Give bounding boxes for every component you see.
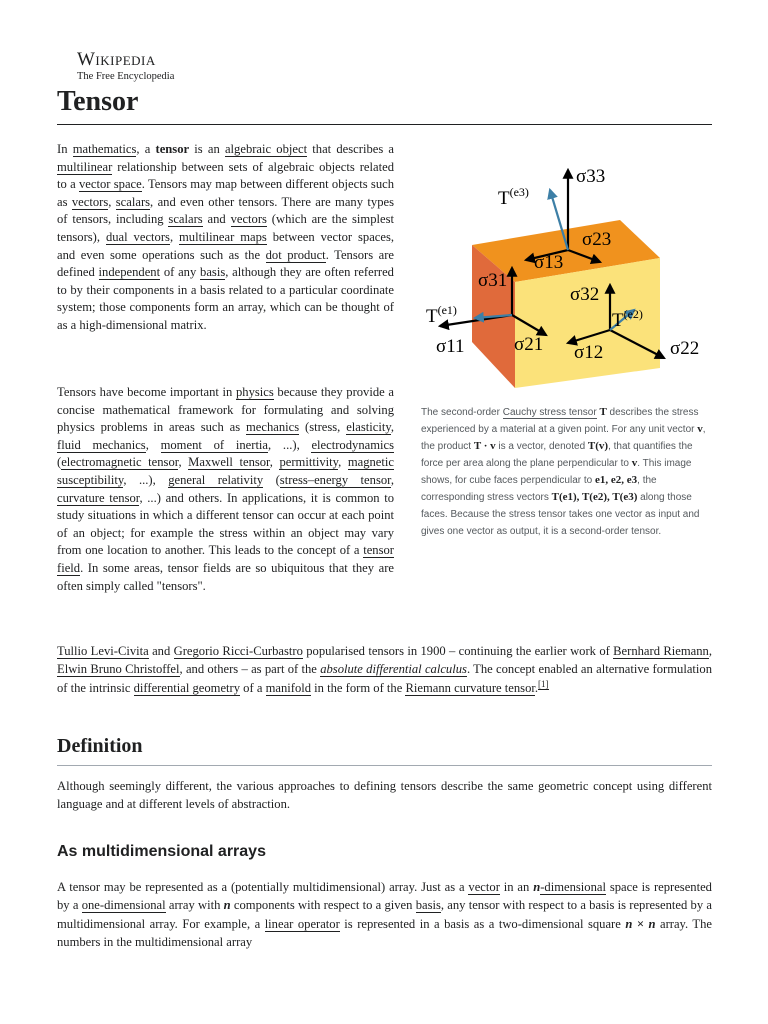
text: components with respect to a given [230,898,416,913]
text: and [148,644,174,658]
link-vectors-2[interactable]: vectors [230,212,267,227]
link-elwin-bruno-christoffel[interactable]: Elwin Bruno Christoffel [57,662,180,677]
text: , [390,472,394,487]
text: is an [189,142,225,156]
text: , the corresponding stress vectors [421,475,657,503]
text: of a [240,680,266,695]
text: in an [499,880,534,894]
section-divider [57,765,712,766]
link-mechanics[interactable]: mechanics [246,420,300,435]
link-multilinear-maps[interactable]: multilinear maps [179,229,267,244]
link-linear-operator[interactable]: linear operator [264,916,340,931]
text: , [338,455,348,470]
text: , [178,455,189,470]
wikipedia-logo[interactable] [77,50,174,83]
label-t-e2: T [612,310,624,331]
link-maxwell-tensor[interactable]: Maxwell tensor [188,455,270,470]
text: , [145,437,161,452]
link-curvature-tensor[interactable]: curvature tensor [57,490,140,505]
label-sigma-31: σ31 [478,270,508,291]
label-sigma-22: σ22 [670,338,700,359]
text: (which are the simplest tensors), [57,212,395,244]
link-mathematics[interactable]: mathematics [72,142,137,156]
link-scalars-2[interactable]: scalars [168,212,203,227]
text: , ...) and others. In applications, it is common to study situations in which a different tensor can occur at each point of an object; for example the stress within an object may vary from one location to another. This leads to the concept of a [57,490,395,558]
text: , [708,644,712,658]
link-permittivity[interactable]: permittivity [279,455,339,470]
label-sigma-11: σ11 [436,336,465,357]
math: T(v) [587,440,609,452]
logo-wordmark: Wikipedia [77,49,156,70]
link-scalars[interactable]: scalars [115,194,151,209]
label-t-e1: T [426,306,438,327]
math: T(e1), T(e2), T(e3) [551,491,638,503]
text: in the form of the [311,680,406,695]
text: , a [136,142,156,156]
term-tensor: tensor [155,142,190,156]
text: , that quantifies the force per area along the plane perpendicular to [421,441,693,469]
link-magnetic-susceptibility[interactable]: magnetic susceptibility [57,455,394,487]
text: The second-order [421,407,503,418]
math-n-by-n: n × n [625,916,656,931]
link-cauchy-stress-tensor[interactable]: Cauchy stress tensor [502,407,597,418]
link-fluid-mechanics[interactable]: fluid mechanics [57,437,146,452]
link-stress-energy-tensor[interactable]: stress–energy tensor [279,472,391,487]
link-moment-of-inertia[interactable]: moment of inertia [160,437,269,452]
link-tullio-levi-civita[interactable]: Tullio Levi-Civita [57,644,149,658]
text: . The concept enabled an alternative formulation of the intrinsic [57,662,712,695]
math: T · v [473,440,496,452]
stress-tensor-figure[interactable] [420,150,712,395]
logo-tagline: The Free Encyclopedia [77,71,175,82]
math-n: n [533,880,541,894]
subsection-heading-arrays: As multidimensional arrays [57,843,266,860]
link-absolute-differential-calculus[interactable]: absolute differential calculus [320,662,467,677]
text: A tensor may be represented as a (potentially multidimensional) array. Just as a [57,880,469,894]
link-vector[interactable]: vector [468,880,500,894]
link-bernhard-riemann[interactable]: Bernhard Riemann [613,644,709,658]
intro-paragraph-1 [57,141,394,335]
text: array. The numbers in the multidimensional array [57,916,713,950]
arrays-paragraph [57,878,712,952]
link-electrodynamics[interactable]: electrodynamics [311,437,394,452]
link-gregorio-ricci-curbastro[interactable]: Gregorio Ricci-Curbastro [173,644,303,658]
text: , the product [421,424,706,452]
math: T [599,406,607,418]
link-electromagnetic-tensor[interactable]: electromagnetic tensor [61,455,179,470]
text: relationship between sets of algebraic objects related to a [57,159,394,192]
text: (stress, [299,420,347,435]
text: because they provide a concise mathematical framework for formulating and solving physics problems in areas such as [57,385,394,435]
text: In [57,142,73,156]
math: v [631,457,638,469]
text: . [534,680,539,695]
text: . Tensors are defined [57,247,395,280]
link-vector-space[interactable]: vector space [79,177,142,192]
text: describes the stress experienced by a material at a given point. For any unit vector [421,407,699,435]
math-n: n [223,898,231,913]
link-dual-vectors[interactable]: dual vectors [105,229,170,244]
text: , and even other tensors. There are many types of tensors, including [57,194,394,227]
text: array with [165,898,224,913]
link-physics[interactable]: physics [235,385,274,399]
text: . This image shows, for cube faces perpendicular to [421,458,692,486]
text: is represented in a basis as a two-dimensional square [339,916,626,931]
label-t-e3-sup: (e3) [509,185,529,199]
link-manifold[interactable]: manifold [265,680,312,695]
link-vectors[interactable]: vectors [71,194,109,209]
link-general-relativity[interactable]: general relativity [168,472,264,487]
link-n-dimensional[interactable]: -dimensional [540,880,606,894]
text: space is represented by a [57,880,712,913]
label-sigma-13: σ13 [534,252,564,273]
page-title: Tensor [57,86,139,117]
label-sigma-21: σ21 [514,334,544,355]
link-independent[interactable]: independent [98,265,161,280]
text: , [108,194,116,209]
math: v [697,423,703,435]
text: . Tensors may map between different objects such as [57,177,394,209]
link-dot-product[interactable]: dot product [265,247,326,262]
link-differential-geometry[interactable]: differential geometry [133,680,241,695]
figure-caption [421,404,706,540]
math: e1, e2, e3 [594,474,638,486]
link-basis[interactable]: basis [200,265,226,280]
svg-text:T(e3) [498,185,529,209]
text: , ...), [123,472,169,487]
label-sigma-23: σ23 [582,229,612,250]
text: , any tensor with respect to a basis is represented by a multidimensional array. For example, a [57,898,712,931]
text: and [202,212,231,227]
text: is a vector, denoted [495,441,588,452]
link-tensor-field[interactable]: tensor field [57,543,394,575]
section-heading-definition: Definition [57,735,143,757]
definition-paragraph: Although seemingly different, the various approaches to defining tensors describe the same geometric concept using different language and at different levels of abstraction. [57,779,712,812]
text: , [269,455,280,470]
text: ( [263,472,280,487]
text: along those faces. Because the stress tensor takes one vector as input and gives one vector as output, it is a second-order tensor. [421,492,700,537]
text: popularised tensors in 1900 – continuing the earlier work of [302,644,614,658]
label-sigma-33: σ33 [576,166,606,187]
label-sigma-12: σ12 [574,342,604,363]
text: Tensors have become important in [57,385,236,399]
text: , ...), [268,437,312,452]
intro-paragraph-3 [57,642,712,697]
text: ( [57,455,62,470]
text: between vector spaces, and even some operations such as the [57,229,395,262]
link-one-dimensional[interactable]: one-dimensional [81,898,166,913]
citation-1[interactable]: [1] [538,678,549,689]
link-elasticity[interactable]: elasticity [346,420,391,435]
text: that describes a [307,142,395,156]
link-riemann-curvature-tensor[interactable]: Riemann curvature tensor [405,680,535,695]
text: , and others – as part of the [179,662,321,677]
text: of any [160,265,201,280]
text: , although they are often referred to by their components in a basis related to a particular coordinate system; those components form an array, which can be thought of as a high-dimensional matrix. [57,265,394,332]
label-t-e1-sup: (e1) [437,303,457,317]
title-divider [57,124,712,125]
intro-paragraph-2 [57,384,394,595]
text: . In some areas, tensor fields are so ubiquitous that they are often simply called "tensors". [57,560,394,593]
label-t-e2-sup: (e2) [623,307,643,321]
text: , [390,420,394,435]
text: , [169,229,180,244]
link-basis-2[interactable]: basis [415,898,441,913]
link-multilinear[interactable]: multilinear [57,159,113,174]
label-t-e3: T [498,188,510,209]
link-algebraic-object[interactable]: algebraic object [224,142,308,156]
label-sigma-32: σ32 [570,284,600,305]
